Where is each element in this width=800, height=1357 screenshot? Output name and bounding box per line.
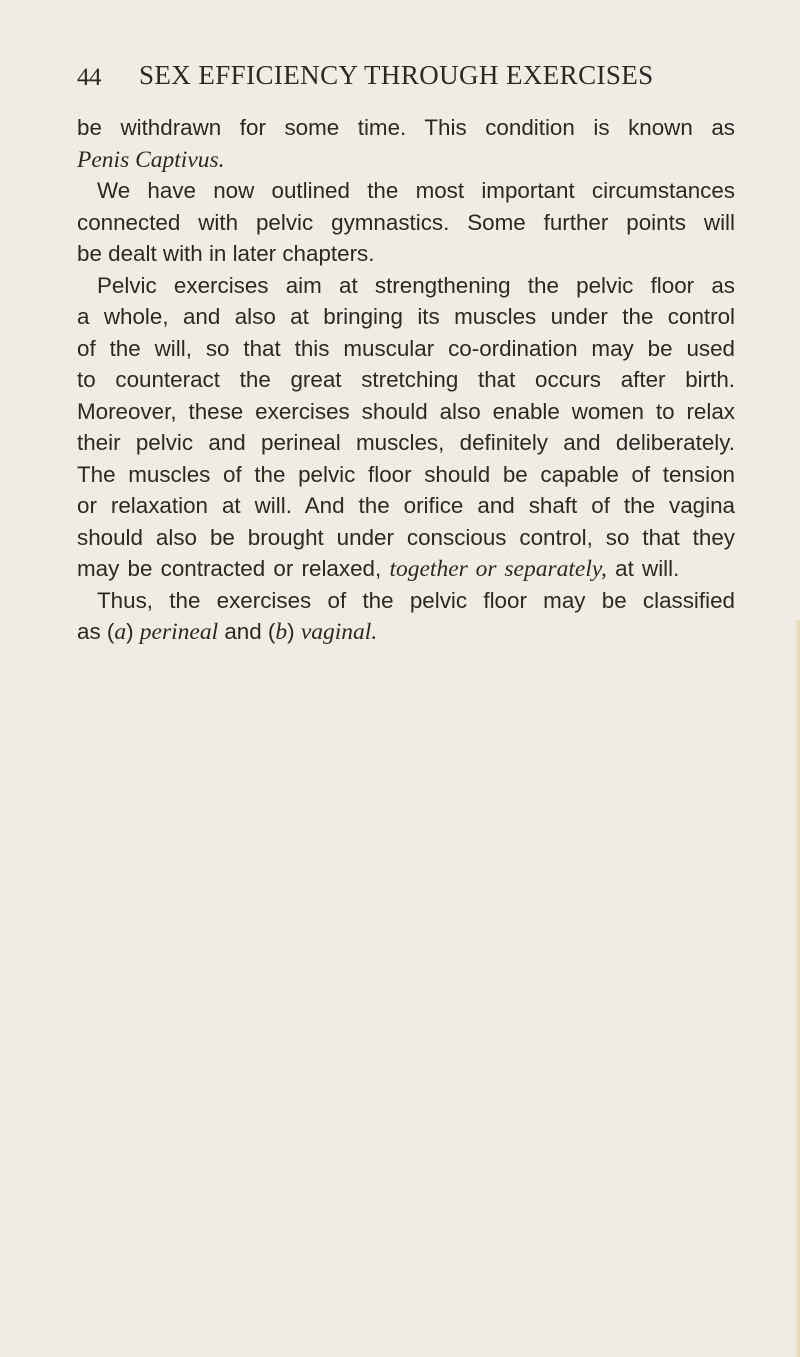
text-segment: ) (287, 619, 295, 644)
text-line: to counteract the great stretching that occurs after birth. (77, 367, 735, 392)
text-segment: as ( (77, 619, 115, 644)
page-number: 44 (77, 64, 101, 91)
text-line: The muscles of the pelvic floor should be capable of tension (77, 461, 735, 487)
running-title: SEX EFFICIENCY THROUGH EXERCISES (139, 60, 654, 90)
text-line: be withdrawn for some time. This condition is known as (77, 115, 735, 140)
text-line: Moreover, these exercises should also enable women to relax (77, 398, 735, 424)
text-line (77, 616, 735, 648)
text-line: a whole, and also at bringing its muscles under the control (77, 304, 735, 329)
text-line (77, 144, 735, 176)
body-text (77, 112, 735, 648)
text-line: Pelvic exercises aim at strengthening the pelvic floor as (97, 272, 735, 298)
text-line: Thus, the exercises of the pelvic floor may be classified (97, 587, 735, 613)
italic-phrase: together or separately, (389, 556, 607, 582)
text-line: should also be brought under conscious control, so that they (77, 524, 735, 550)
text-segment: may be contracted or relaxed, (77, 556, 382, 581)
running-head (77, 60, 737, 100)
text-line: or relaxation at will. And the orifice and shaft of the vagina (77, 493, 735, 518)
text-line: We have now outlined the most important circumstances (97, 178, 735, 203)
page-edge-shading (794, 620, 800, 1357)
text-segment: at will. (615, 556, 680, 581)
text-line: connected with pelvic gymnastics. Some further points will (77, 209, 735, 235)
text-line: their pelvic and perineal muscles, definitely and deliberately. (77, 430, 735, 455)
italic-term: Penis Captivus. (77, 146, 225, 173)
text-line: of the will, so that this muscular co-ordination may be used (77, 335, 735, 361)
italic-letter: a (114, 619, 127, 645)
text-segment: and ( (224, 619, 276, 644)
italic-letter: b (275, 619, 288, 645)
italic-term: vaginal. (300, 619, 378, 645)
italic-term: perineal (139, 619, 219, 645)
text-line: be dealt with in later chapters. (77, 241, 375, 266)
text-line (77, 553, 735, 585)
text-segment: ) (126, 619, 134, 644)
